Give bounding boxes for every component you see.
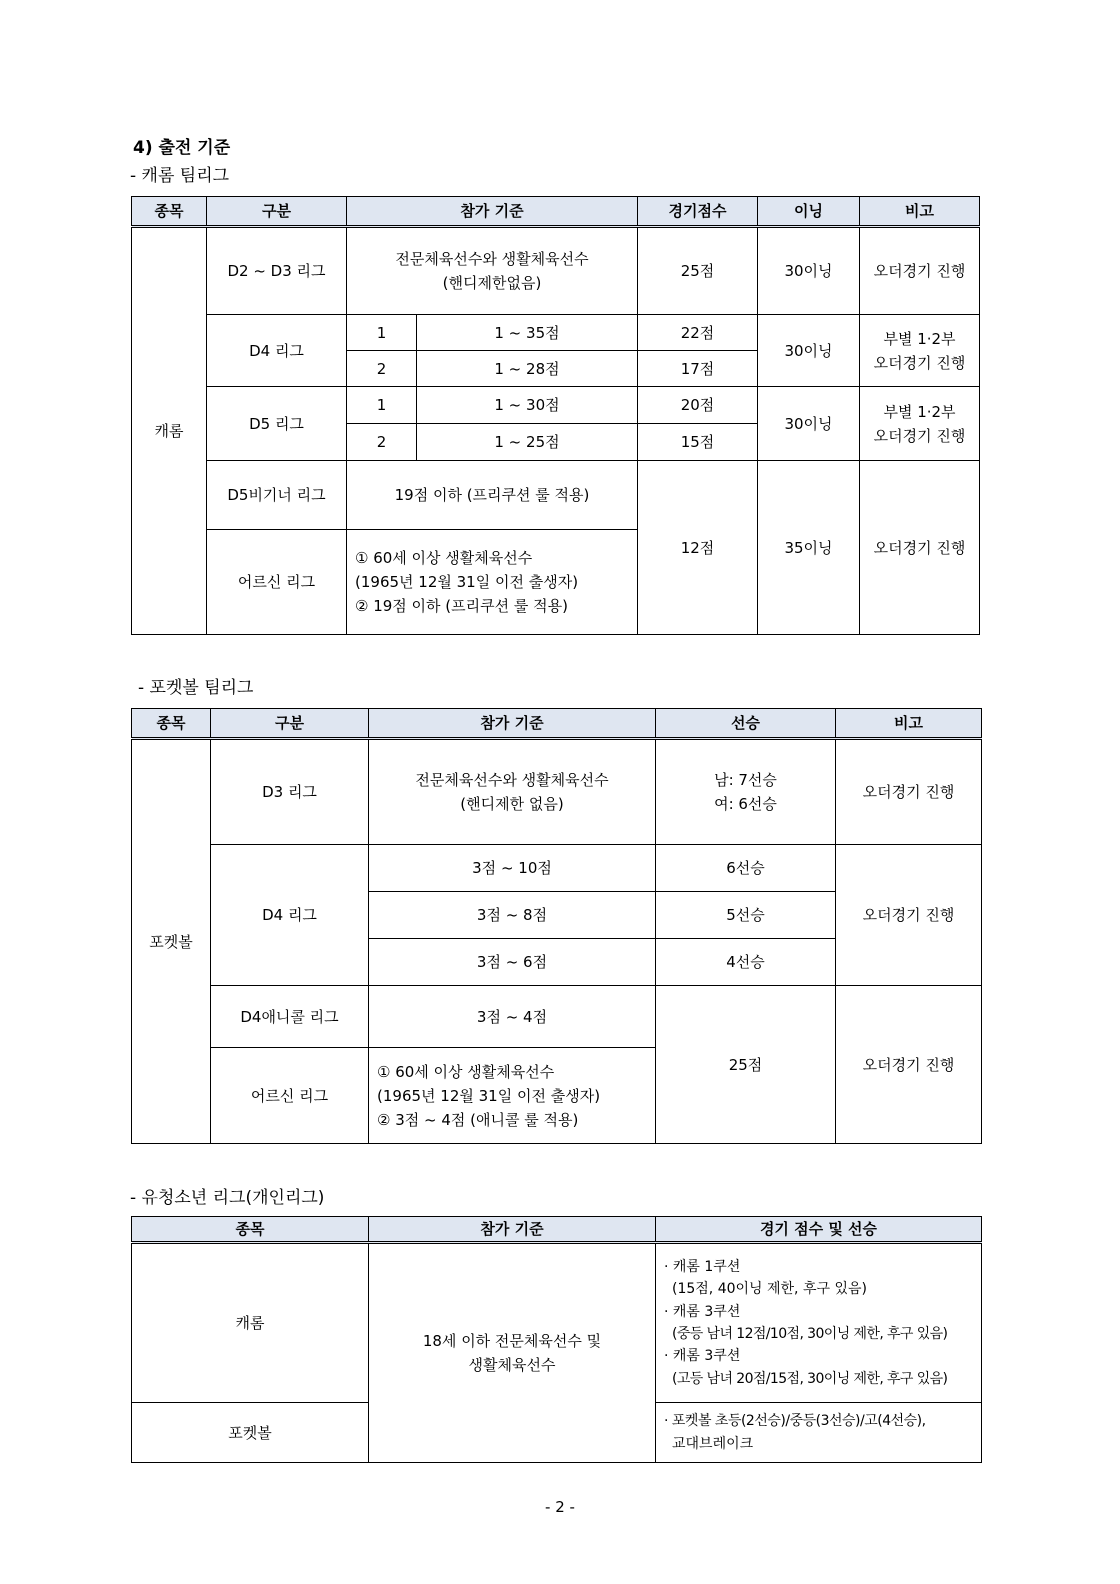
criteria-line: (핸디제한없음) xyxy=(442,274,542,292)
youth-league-title: - 유청소년 리그(개인리그) xyxy=(130,1188,325,1208)
wins-cell: 5선승 xyxy=(656,892,836,939)
score-wins-cell xyxy=(656,1243,982,1403)
note-cell: 오더경기 진행 xyxy=(860,227,980,315)
note-line: 부별 1·2부 xyxy=(883,329,956,348)
table-row xyxy=(132,986,982,1048)
rule-line: 교대브레이크 xyxy=(672,1435,754,1452)
sport-cell: 캐롬 xyxy=(132,1243,369,1403)
carom-team-league-table xyxy=(131,196,980,635)
division-cell: D4 리그 xyxy=(211,845,369,986)
table-row xyxy=(132,1243,982,1403)
inning-cell: 30이닝 xyxy=(758,315,860,387)
criteria-cell: 19점 이하 (프리쿠션 룰 적용) xyxy=(347,461,638,530)
criteria-line: 생활체육선수 xyxy=(468,1356,556,1374)
header-inning: 이닝 xyxy=(758,197,860,227)
criteria-cell: 3점 ~ 4점 xyxy=(369,986,656,1048)
range-cell: 1 ~ 25점 xyxy=(417,424,638,461)
rule-line: · 캐롬 1쿠션 xyxy=(664,1258,741,1275)
youth-league-table xyxy=(131,1216,982,1463)
score-wins-cell xyxy=(656,1403,982,1463)
criteria-cell xyxy=(369,1243,656,1463)
criteria-line: 전문체육선수와 생활체육선수 xyxy=(395,250,589,268)
part-cell: 2 xyxy=(347,351,417,387)
range-cell: 3점 ~ 8점 xyxy=(369,892,656,939)
part-cell: 2 xyxy=(347,424,417,461)
header-criteria: 참가 기준 xyxy=(347,197,638,227)
carom-team-league-title: - 캐롬 팀리그 xyxy=(130,166,230,186)
wins-cell: 25점 xyxy=(656,986,836,1144)
header-division: 구분 xyxy=(211,709,369,739)
rule-line: · 캐롬 3쿠션 xyxy=(664,1303,741,1320)
table-row xyxy=(132,739,982,845)
note-cell xyxy=(860,315,980,387)
table-row xyxy=(132,461,980,530)
criteria-line: ② 19점 이하 (프리쿠션 룰 적용) xyxy=(355,597,568,615)
rule-line: · 포켓볼 초등(2선승)/중등(3선승)/고(4선승), xyxy=(664,1413,926,1430)
division-cell: 어르신 리그 xyxy=(207,530,347,635)
sport-cell: 캐롬 xyxy=(132,227,207,635)
note-cell: 오더경기 진행 xyxy=(836,845,982,986)
sport-cell: 포켓볼 xyxy=(132,739,211,1144)
note-line: 오더경기 진행 xyxy=(873,426,966,445)
note-cell: 오더경기 진행 xyxy=(836,986,982,1144)
wins-cell xyxy=(656,739,836,845)
inning-cell: 35이닝 xyxy=(758,461,860,635)
sport-cell: 포켓볼 xyxy=(132,1403,369,1463)
note-cell xyxy=(860,387,980,461)
range-cell: 1 ~ 28점 xyxy=(417,351,638,387)
range-cell: 3점 ~ 10점 xyxy=(369,845,656,892)
part-cell: 1 xyxy=(347,387,417,424)
pocketball-team-league-title: - 포켓볼 팀리그 xyxy=(138,678,254,698)
inning-cell: 30이닝 xyxy=(758,227,860,315)
criteria-cell xyxy=(369,739,656,845)
table-row xyxy=(132,845,982,892)
criteria-line: (1965년 12월 31일 이전 출생자) xyxy=(355,573,579,591)
division-cell: D2 ~ D3 리그 xyxy=(207,227,347,315)
criteria-line: (핸디제한 없음) xyxy=(460,795,564,813)
division-cell: D5비기너 리그 xyxy=(207,461,347,530)
header-sport: 종목 xyxy=(132,709,211,739)
wins-line: 여: 6선승 xyxy=(714,795,777,813)
section-title: 4) 출전 기준 xyxy=(133,138,231,158)
score-cell: 25점 xyxy=(638,227,758,315)
rule-line: (고등 남녀 20점/15점, 30이닝 제한, 후구 있음) xyxy=(672,1370,948,1387)
header-sport: 종목 xyxy=(132,197,207,227)
note-line: 부별 1·2부 xyxy=(883,402,956,421)
wins-cell: 6선승 xyxy=(656,845,836,892)
rule-line: (중등 남녀 12점/10점, 30이닝 제한, 후구 있음) xyxy=(672,1326,948,1342)
header-note: 비고 xyxy=(836,709,982,739)
note-cell: 오더경기 진행 xyxy=(860,461,980,635)
part-cell: 1 xyxy=(347,315,417,351)
header-division: 구분 xyxy=(207,197,347,227)
note-line: 오더경기 진행 xyxy=(873,353,966,372)
page-number: - 2 - xyxy=(545,1498,575,1516)
wins-cell: 4선승 xyxy=(656,939,836,986)
rule-line: · 캐롬 3쿠션 xyxy=(664,1348,741,1365)
criteria-line: 전문체육선수와 생활체육선수 xyxy=(415,771,609,789)
header-note: 비고 xyxy=(860,197,980,227)
header-score-wins: 경기 점수 및 선승 xyxy=(656,1217,982,1243)
range-cell: 1 ~ 35점 xyxy=(417,315,638,351)
division-cell: D3 리그 xyxy=(211,739,369,845)
division-cell: D4애니콜 리그 xyxy=(211,986,369,1048)
table-row xyxy=(132,387,980,424)
table-row xyxy=(132,315,980,351)
note-cell: 오더경기 진행 xyxy=(836,739,982,845)
header-sport: 종목 xyxy=(132,1217,369,1243)
criteria-cell xyxy=(347,530,638,635)
header-score: 경기점수 xyxy=(638,197,758,227)
division-cell: 어르신 리그 xyxy=(211,1048,369,1144)
division-cell: D4 리그 xyxy=(207,315,347,387)
rule-line: (15점, 40이닝 제한, 후구 있음) xyxy=(672,1281,867,1298)
score-cell: 12점 xyxy=(638,461,758,635)
criteria-cell xyxy=(369,1048,656,1144)
range-cell: 1 ~ 30점 xyxy=(417,387,638,424)
criteria-cell xyxy=(347,227,638,315)
criteria-line: ② 3점 ~ 4점 (애니콜 룰 적용) xyxy=(377,1110,579,1129)
range-cell: 3점 ~ 6점 xyxy=(369,939,656,986)
pocketball-team-league-table xyxy=(131,708,982,1144)
inning-cell: 30이닝 xyxy=(758,387,860,461)
header-criteria: 참가 기준 xyxy=(369,1217,656,1243)
score-cell: 20점 xyxy=(638,387,758,424)
score-cell: 17점 xyxy=(638,351,758,387)
criteria-line: ① 60세 이상 생활체육선수 xyxy=(355,549,533,567)
header-wins: 선승 xyxy=(656,709,836,739)
score-cell: 15점 xyxy=(638,424,758,461)
score-cell: 22점 xyxy=(638,315,758,351)
wins-line: 남: 7선승 xyxy=(714,771,777,789)
division-cell: D5 리그 xyxy=(207,387,347,461)
header-criteria: 참가 기준 xyxy=(369,709,656,739)
criteria-line: (1965년 12월 31일 이전 출생자) xyxy=(377,1086,601,1105)
criteria-line: ① 60세 이상 생활체육선수 xyxy=(377,1062,555,1081)
table-row xyxy=(132,227,980,315)
criteria-line: 18세 이하 전문체육선수 및 xyxy=(422,1332,602,1350)
